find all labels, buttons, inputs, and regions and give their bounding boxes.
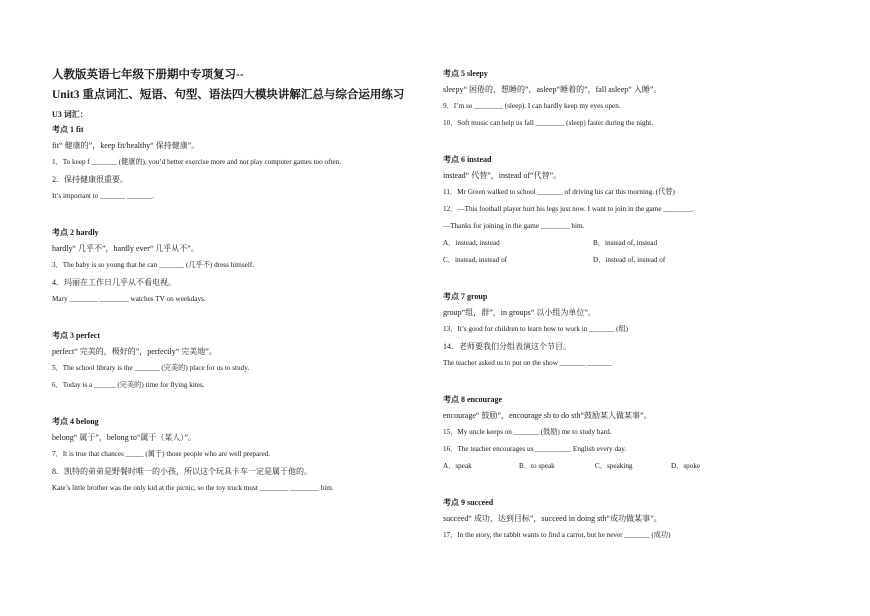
left-column (52, 66, 414, 500)
doc-title-line2: Unit3 重点词汇、短语、句型、语法四大模块讲解汇总与综合运用练习 (52, 89, 405, 101)
option-a: A．instead, instead (443, 239, 500, 247)
answer-options (443, 238, 773, 249)
exercise-line: Kate’s little brother was the only kid at the picnic, so the toy truck must ________ ________ him. (52, 484, 334, 492)
definition-line: encourage“ 鼓励”，encourage sb to do sth“鼓励某人做某事”。 (443, 411, 652, 420)
section-perfect (52, 330, 414, 391)
exercise-line: 3．The baby is so young that he can _______ (几乎不) dress himself. (52, 261, 255, 269)
exercise-line: It’s important to _______ _______. (52, 192, 155, 200)
exercise-line: 4．玛丽在工作日几乎从不看电视。 (52, 278, 176, 287)
definition-line: belong“ 属于”，belong to“属于（某人）”。 (52, 433, 196, 442)
option-c: C．speaking (595, 462, 633, 470)
exercise-line: 14．老师要我们分组表演这个节目。 (443, 342, 571, 351)
section-group (443, 291, 773, 369)
option-a: A．speak (443, 462, 472, 470)
definition-line: sleepy“ 困倦的，想睡的”，asleep“睡着的”，fall asleep“ 入睡”。 (443, 85, 662, 94)
exercise-line: The teacher asked us to put on the show _______ _______ (443, 359, 612, 367)
definition-line: fit“ 健康的”，keep fit/healthy“ 保持健康”。 (52, 141, 200, 150)
option-c: C．instead, instead of (443, 256, 508, 264)
exercise-line: 6．Today is a ______ (完美的) time for flying kites. (52, 381, 205, 389)
section-sleepy (443, 68, 773, 129)
section-heading: 考点 7 group (443, 292, 488, 301)
section-heading: 考点 3 perfect (52, 331, 100, 340)
definition-line: group“组，群”，in groups“ 以小组为单位”。 (443, 308, 596, 317)
answer-options (443, 255, 773, 266)
exercise-line: 8．凯特的弟弟是野餐时唯一的小孩，所以这个玩具卡车一定是属于他的。 (52, 467, 312, 476)
exercise-line: 2．保持健康很重要。 (52, 175, 128, 184)
section-fit (52, 124, 414, 202)
exercise-line: Mary ________ ________ watches TV on weekdays. (52, 295, 206, 303)
exercise-line: 15．My uncle keeps on _______ (鼓励) me to study hard. (443, 428, 612, 436)
definition-line: perfect“ 完美的，极好的”，perfectly“ 完美地”。 (52, 347, 217, 356)
section-belong (52, 416, 414, 494)
exercise-line: 12．—This football player hurt his legs just now. I want to join in the game ________. (443, 205, 694, 213)
definition-line: hardly“ 几乎不”，hardly ever“ 几乎从不”。 (52, 244, 199, 253)
section-heading: 考点 2 hardly (52, 228, 99, 237)
section-instead (443, 154, 773, 266)
exercise-line: 5．The school library is the _______ (完美的) place for us to study. (52, 364, 250, 372)
section-heading: 考点 4 belong (52, 417, 99, 426)
section-heading: 考点 6 instead (443, 155, 492, 164)
option-d: D．instead of, instead of (593, 256, 666, 264)
exercise-line: 11．Mr Green walked to school _______ of driving his car this morning. (代替) (443, 188, 675, 196)
section-hardly (52, 227, 414, 305)
section-heading: 考点 8 encourage (443, 395, 503, 404)
right-column (443, 66, 773, 547)
exercise-line: 7．It is true that chances _____ (属于) those people who are well prepared. (52, 450, 271, 458)
exercise-line: 10．Soft music can help us fall ________ (sleep) faster during the night. (443, 119, 653, 127)
definition-line: succeed“ 成功，达到目标”，succeed in doing sth“成功做某事”。 (443, 514, 662, 523)
option-b: B．to speak (519, 462, 555, 470)
section-succeed (443, 497, 773, 541)
section-heading: 考点 5 sleepy (443, 69, 488, 78)
exercise-line: 1．To keep f _______ (健康的), you’d better exercise more and not play computer games too often. (52, 158, 342, 166)
option-d: D．spoke (671, 462, 701, 470)
exercise-line: 16．The teacher encourages us __________ English every day. (443, 445, 627, 453)
definition-line: instead“ 代替”，instead of“代替”。 (443, 171, 562, 180)
exercise-line: 13．It’s good for children to learn how to work in _______ (组) (443, 325, 629, 333)
exercise-line: —Thanks for joining in the game ________ him. (443, 222, 585, 230)
exercise-line: 9．I’m so ________ (sleep). I can hardly keep my eyes open. (443, 102, 621, 110)
answer-options (443, 461, 773, 472)
exercise-line: 17．In the story, the rabbit wants to find a carrot, but he never _______ (成功) (443, 531, 671, 539)
section-heading: 考点 1 fit (52, 125, 84, 134)
option-b: B．instead of, instead (593, 239, 658, 247)
doc-title-line1: 人教版英语七年级下册期中专项复习-- (52, 69, 244, 81)
section-heading: 考点 9 succeed (443, 498, 494, 507)
section-encourage (443, 394, 773, 472)
doc-subtitle: U3 词汇： (52, 110, 88, 119)
